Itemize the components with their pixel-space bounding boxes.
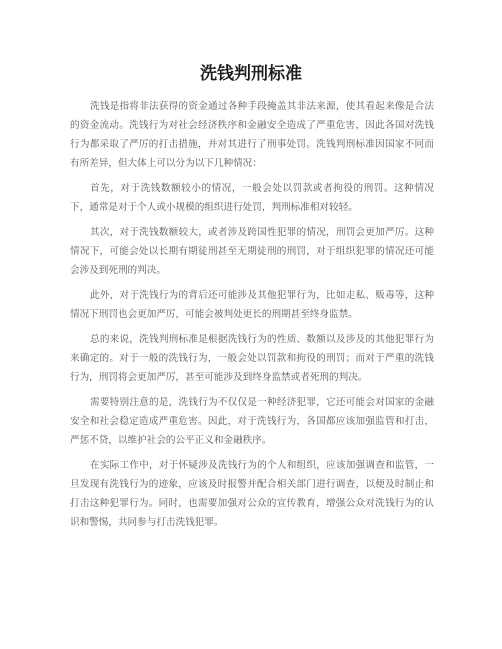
document-title: 洗钱判刑标准 [200,64,302,84]
paragraph-large-amount: 其次，对于洗钱数额较大，或者涉及跨国性犯罪的情况，刑罚会更加严厉。这种情况下，可能会处以长期有期徒刑甚至无期徒刑的刑罚，对于组织犯罪的情况还可能会涉及到死刑的判决。 [70,227,434,276]
paragraph-summary: 总的来说，洗钱判刑标准是根据洗钱行为的性质、数额以及涉及的其他犯罪行为来确定的。对于一般的洗钱行为，一般会处以罚款和拘役的刑罚；而对于严重的洗钱行为，刑罚将会更加严厉，甚至可能涉及到终身监禁或者死刑的判决。 [70,334,434,383]
paragraph-intro: 洗钱是指将非法获得的资金通过各种手段掩盖其非法来源，使其看起来像是合法的资金流动。洗钱行为对社会经济秩序和金融安全造成了严重危害，因此各国对洗钱行为都采取了严厉的打击措施，并对其进行了刑事处罚。洗钱判刑标准因国家不同而有所差异，但大体上可以分为以下几种情况： [70,101,434,169]
paragraph-practice: 在实际工作中，对于怀疑涉及洗钱行为的个人和组织，应该加强调查和监管，一旦发现有洗钱行为的迹象，应该及时报警并配合相关部门进行调查，以便及时制止和打击这种犯罪行为。同时，也需要加强对公众的宣传教育，增强公众对洗钱行为的认识和警惕，共同参与打击洗钱犯罪。 [70,460,434,528]
paragraph-related-crimes: 此外，对于洗钱行为的背后还可能涉及其他犯罪行为，比如走私、贩毒等，这种情况下刑罚也会更加严厉，可能会被判处更长的刑期甚至终身监禁。 [70,290,434,320]
document-body [70,97,434,538]
paragraph-small-amount: 首先，对于洗钱数额较小的情况，一般会处以罚款或者拘役的刑罚。这种情况下，通常是对于个人或小规模的组织进行处罚，判刑标准相对较轻。 [70,183,434,213]
paragraph-attention: 需要特别注意的是，洗钱行为不仅仅是一种经济犯罪，它还可能会对国家的金融安全和社会稳定造成严重危害。因此，对于洗钱行为，各国都应该加强监管和打击，严惩不贷，以维护社会的公平正义和金融秩序。 [70,397,434,446]
